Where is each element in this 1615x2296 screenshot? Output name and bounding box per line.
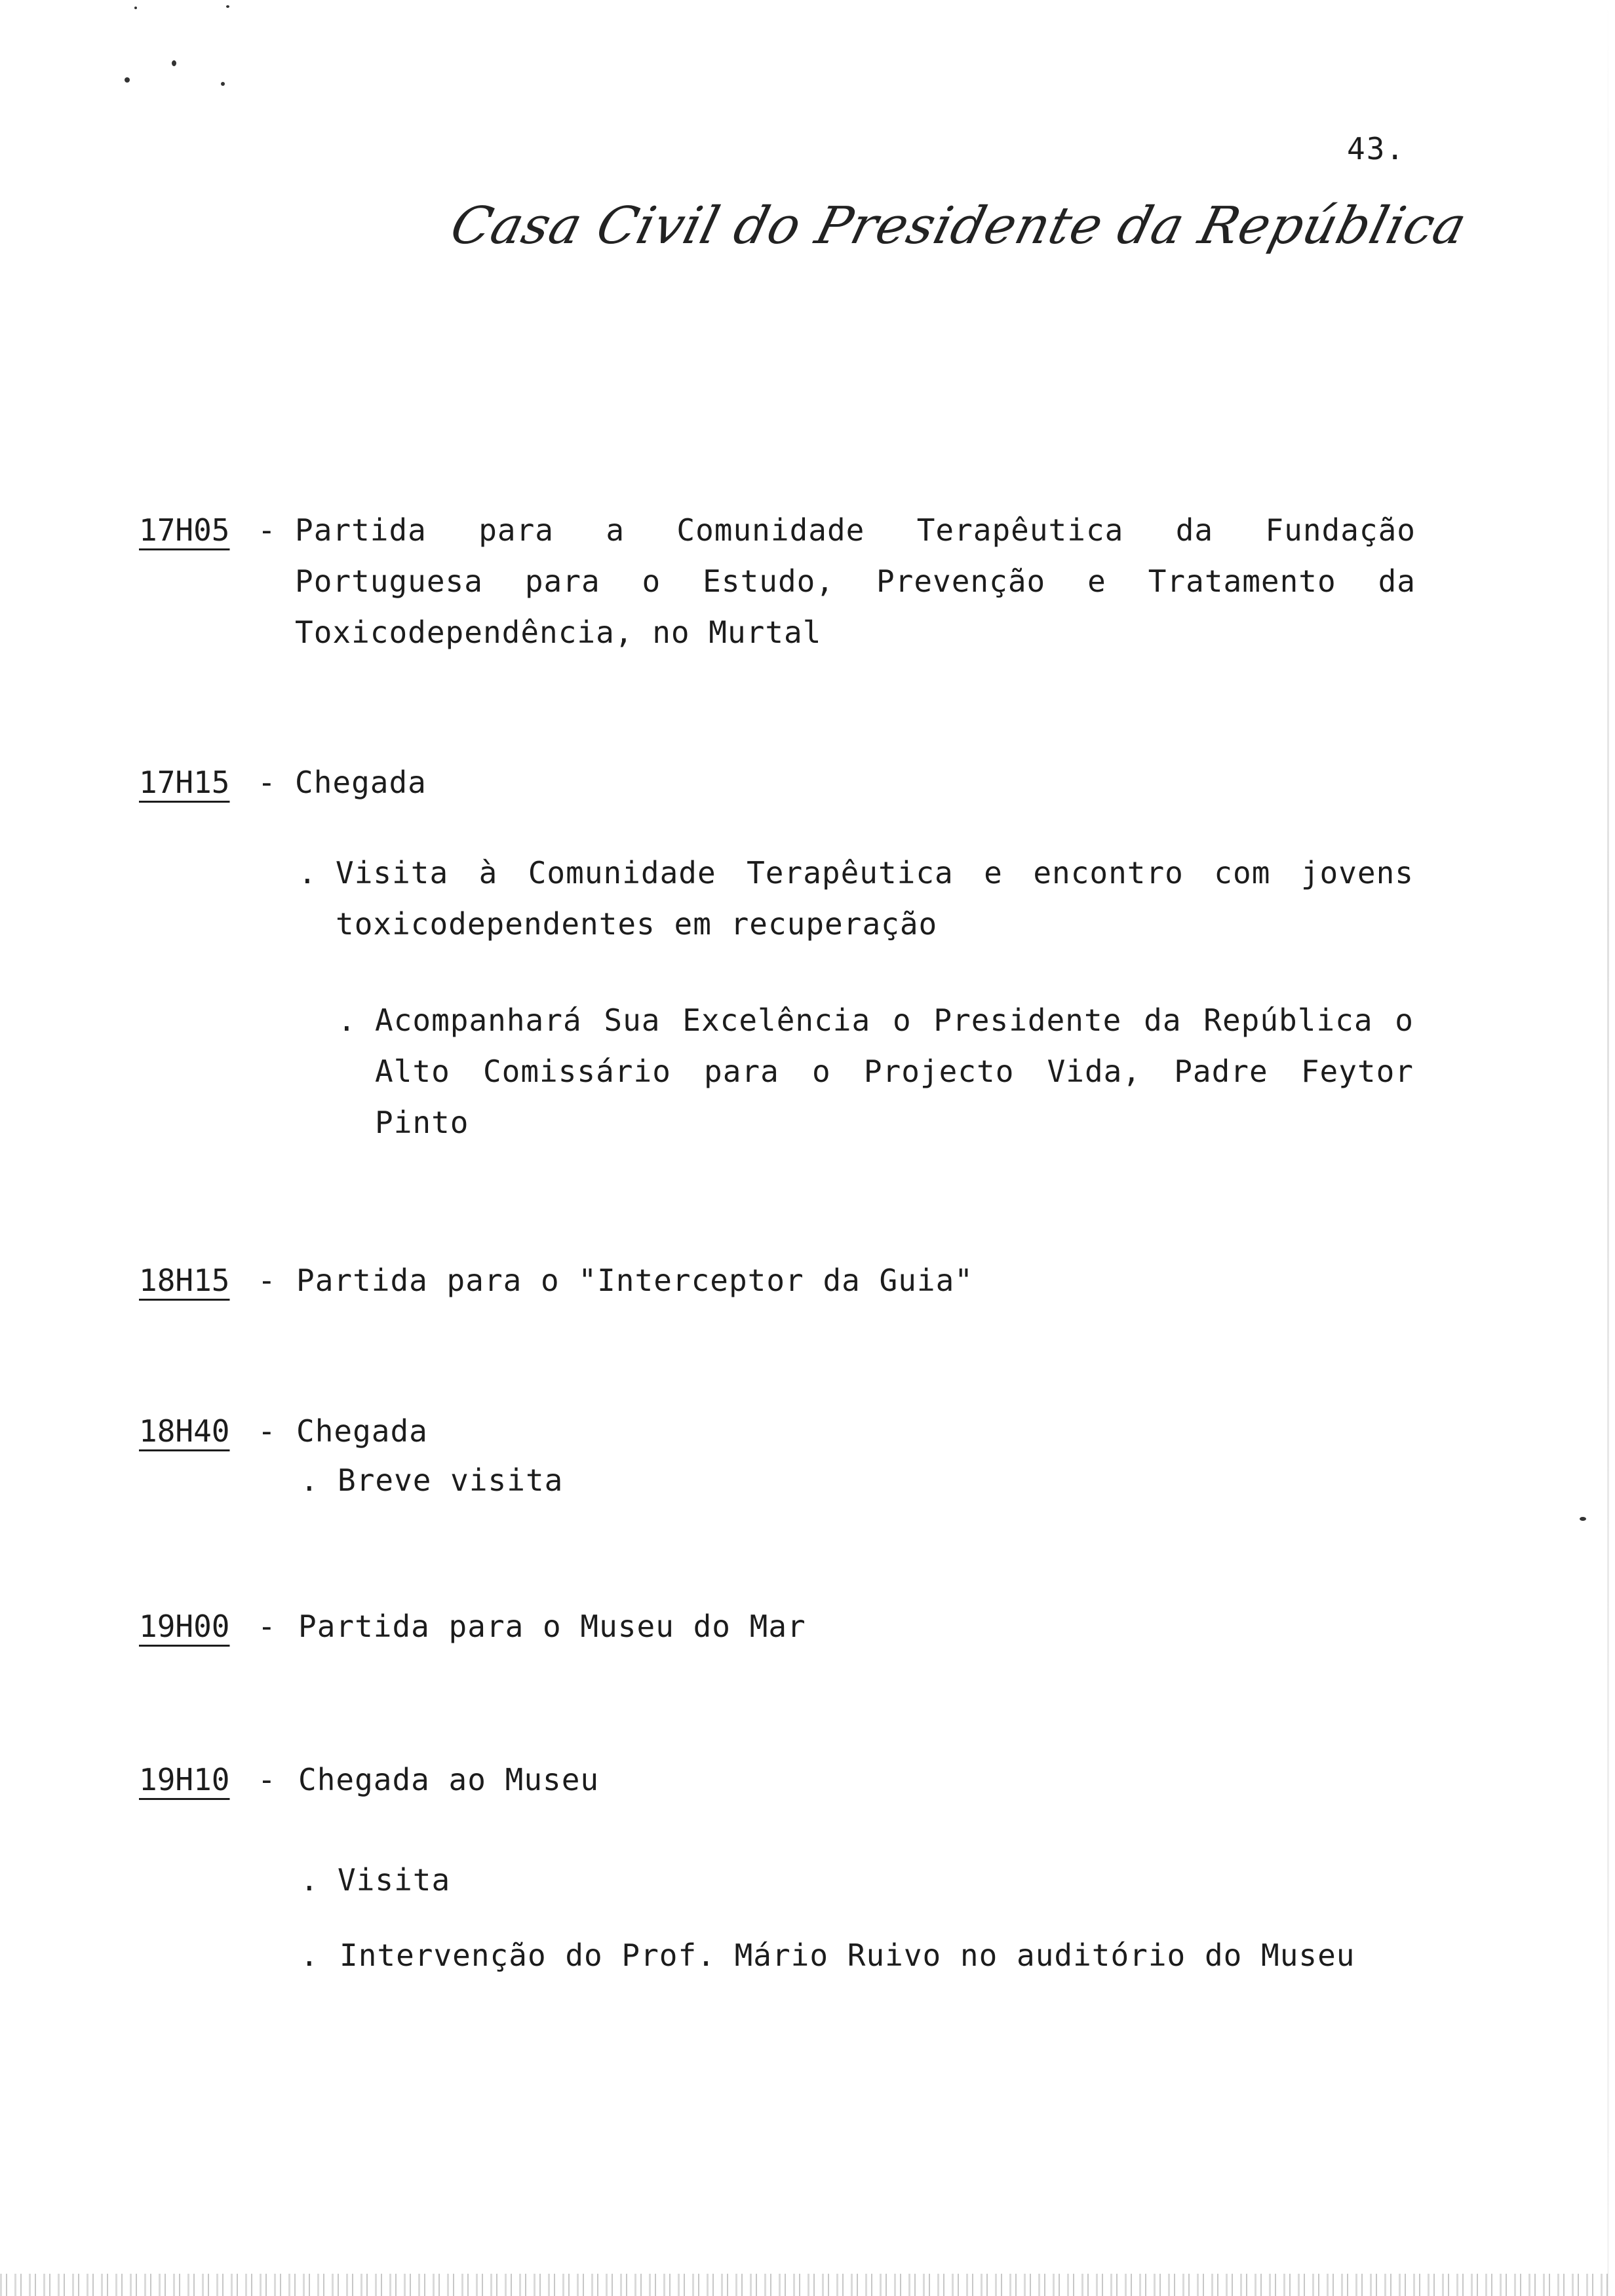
entry-text: Partida para a Comunidade Terapêutica da Fundação Portuguesa para o Estudo, Prevenção e Tratamento da Toxicodependência, no Murtal (295, 512, 1416, 650)
bullet-text: Visita à Comunidade Terapêutica e encontro com jovens toxicodependentes em recuperação (336, 855, 1414, 942)
entry-text: Chegada (296, 1413, 428, 1449)
bullet-dot: . (300, 1938, 319, 1973)
entry-dash: - (258, 1263, 276, 1298)
entry-dash: - (258, 512, 276, 548)
scan-speck (172, 60, 176, 66)
entry-dash: - (258, 1762, 276, 1797)
entry-dash: - (258, 1413, 276, 1449)
entry-time: 17H05 (139, 512, 230, 548)
entry-time: 19H00 (139, 1609, 230, 1644)
entry-time: 18H15 (139, 1263, 230, 1298)
bullet-text: Visita (338, 1862, 451, 1898)
scan-noise-strip (0, 2274, 1615, 2296)
bullet-dot: . (300, 1862, 319, 1898)
scan-speck (125, 77, 130, 83)
entry-text: Partida para o Museu do Mar (298, 1609, 806, 1644)
entry-time: 19H10 (139, 1762, 230, 1797)
entry-text: Partida para o "Interceptor da Guia" (296, 1263, 973, 1298)
entry-text: Chegada ao Museu (298, 1762, 600, 1797)
letterhead-script: Casa Civil do Presidente da República (444, 197, 1473, 256)
scan-speck (1580, 1517, 1586, 1521)
entry-dash: - (258, 765, 276, 800)
scan-speck (221, 82, 225, 86)
bullet-dot: . (298, 855, 317, 890)
scan-speck (226, 5, 229, 8)
entry-dash: - (258, 1609, 276, 1644)
bullet-text: Intervenção do Prof. Mário Ruivo no auditório do Museu (340, 1938, 1355, 1973)
page-edge-shadow (1607, 0, 1609, 2296)
entry-time: 17H15 (139, 765, 230, 800)
bullet-text: Breve visita (338, 1463, 564, 1498)
bullet-dot: . (300, 1463, 319, 1498)
entry-text: Chegada (295, 765, 427, 800)
scan-speck (134, 7, 137, 9)
bullet-dot: . (338, 1003, 356, 1038)
page-number: 43. (1347, 131, 1406, 166)
entry-time: 18H40 (139, 1413, 230, 1449)
bullet-text: Acompanhará Sua Excelência o Presidente da República o Alto Comissário para o Projecto Vida, Padre Feytor Pinto (375, 1003, 1414, 1140)
